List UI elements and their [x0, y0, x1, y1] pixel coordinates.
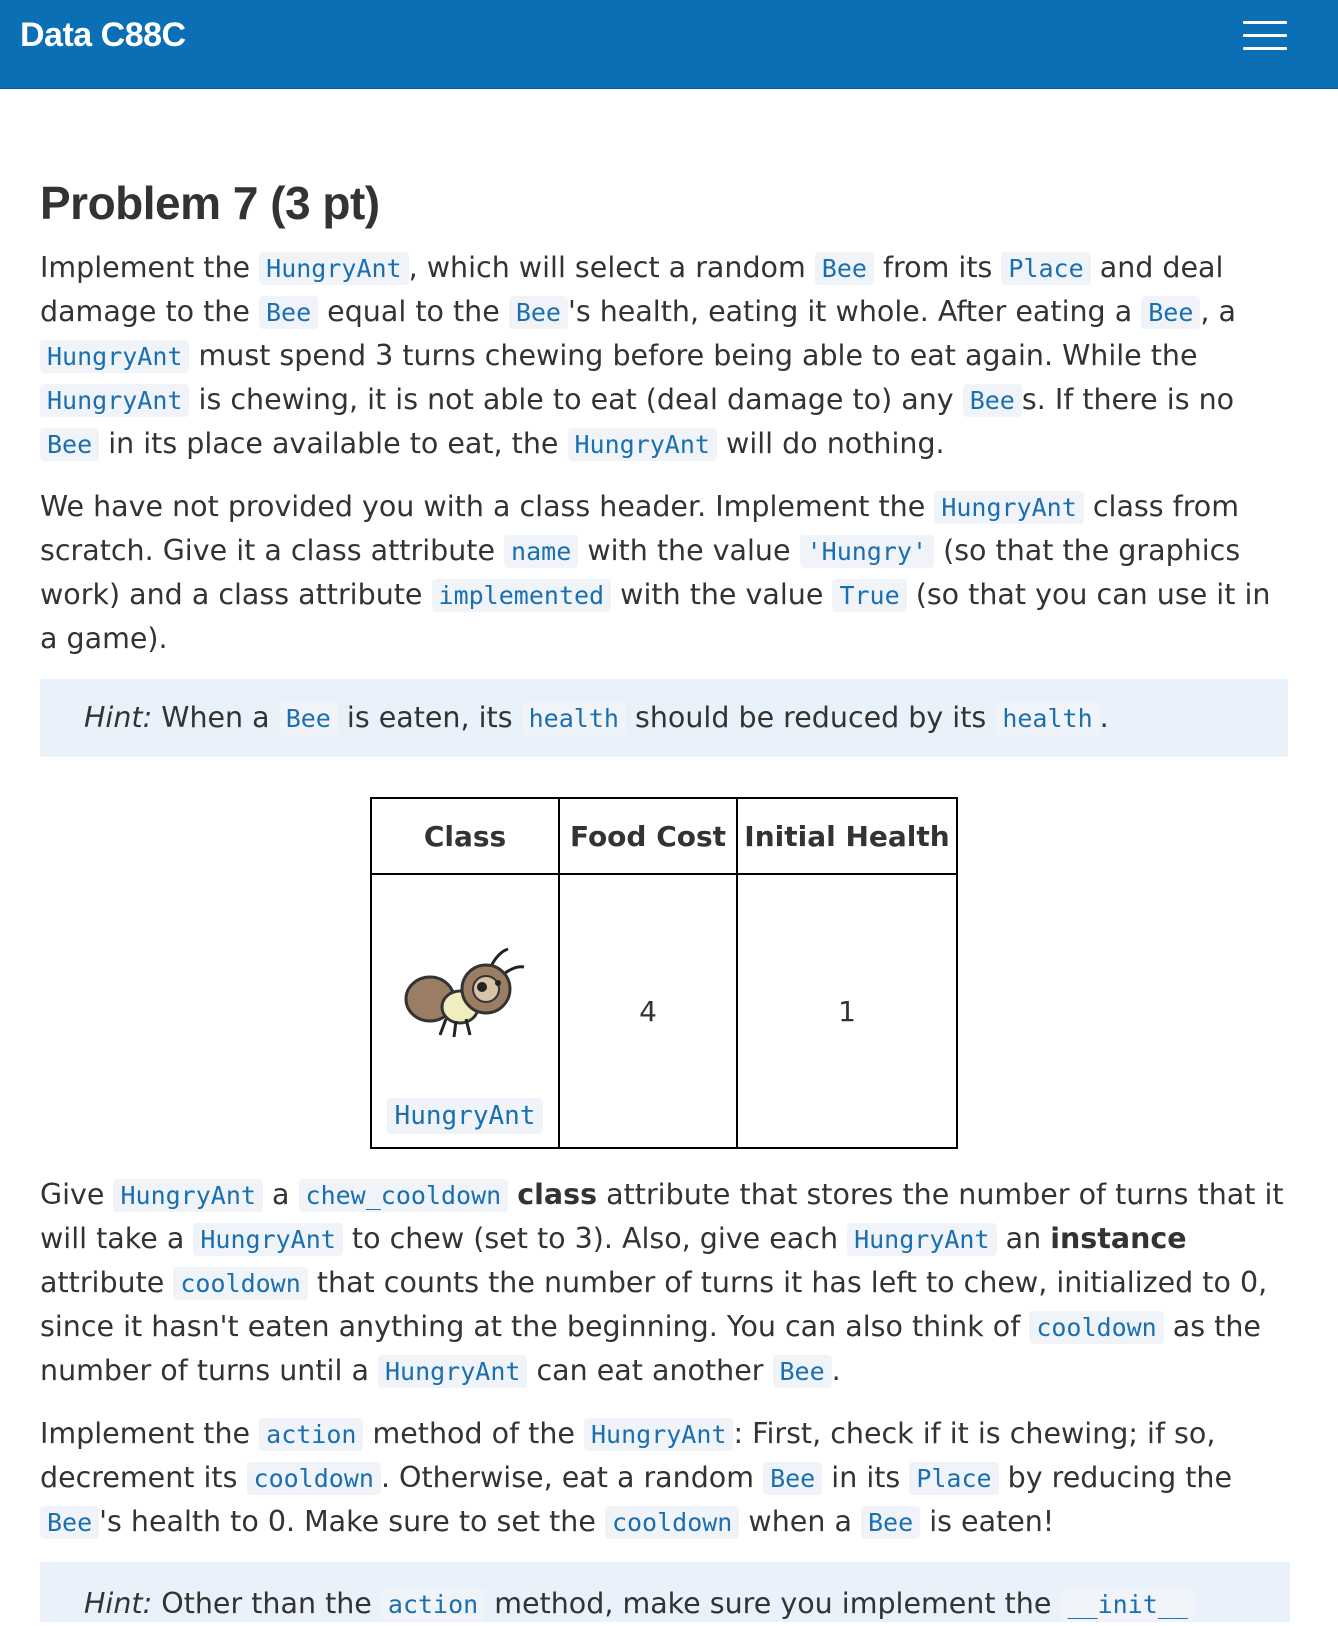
- header-food-cost: Food Cost: [559, 798, 737, 874]
- paragraph-action: Implement the action method of the HungryAnt : First, check if it is chewing; if so, decrement its cooldown . Otherwise, eat a random Bee in its Place by reducing the Bee 's health to 0. Make sure to set the cooldown when a Bee is eaten!: [40, 1417, 1233, 1538]
- header-initial-health: Initial Health: [737, 798, 957, 874]
- hint-box: Hint: When a Bee is eaten, its health should be reduced by its health .: [40, 679, 1288, 757]
- header-class: Class: [371, 798, 559, 874]
- hamburger-menu-icon[interactable]: [1243, 21, 1287, 51]
- food-cost-value: 4: [559, 874, 737, 1148]
- ant-info-table: [370, 797, 958, 1149]
- class-cell: [371, 874, 559, 1148]
- page-title: Problem 7 (3 pt): [40, 177, 380, 229]
- paragraph-intro: Implement the HungryAnt , which will select a random Bee from its Place and deal damage to the Bee equal to the Bee 's health, eating it whole. After eating a Bee , a HungryAnt must spend 3 turns chewing before being able to eat again. While the HungryAnt is chewing, it is not able to eat (deal damage to) any Bee s. If there is no Bee in its place available to eat, the HungryAnt will do nothing.: [40, 251, 1236, 460]
- main-content: [40, 176, 1288, 1563]
- hint-box-2: Hint: Other than the action method, make sure you implement the __init__: [40, 1562, 1290, 1622]
- initial-health-value: 1: [737, 874, 957, 1148]
- hungry-ant-icon: [400, 931, 530, 1051]
- top-navbar: [0, 0, 1338, 89]
- paragraph-class-header: We have not provided you with a class header. Implement the HungryAnt class from scratch. Give it a class attribute name with the value 'Hungry' (so that the graphics work) and a class attribute implemented with the value True (so that you can use it in a game).: [40, 490, 1271, 655]
- class-name-label: HungryAnt: [387, 1098, 544, 1134]
- site-brand[interactable]: Data C88C: [20, 16, 186, 54]
- paragraph-cooldown: Give HungryAnt a chew_cooldown class attribute that stores the number of turns that it will take a HungryAnt to chew (set to 3). Also, give each HungryAnt an instance attribute cooldown that counts the number of turns it has left to chew, initialized to 0, since it hasn't eaten anything at the beginning. You can also think of cooldown as the number of turns until a HungryAnt can eat another Bee .: [40, 1178, 1284, 1387]
